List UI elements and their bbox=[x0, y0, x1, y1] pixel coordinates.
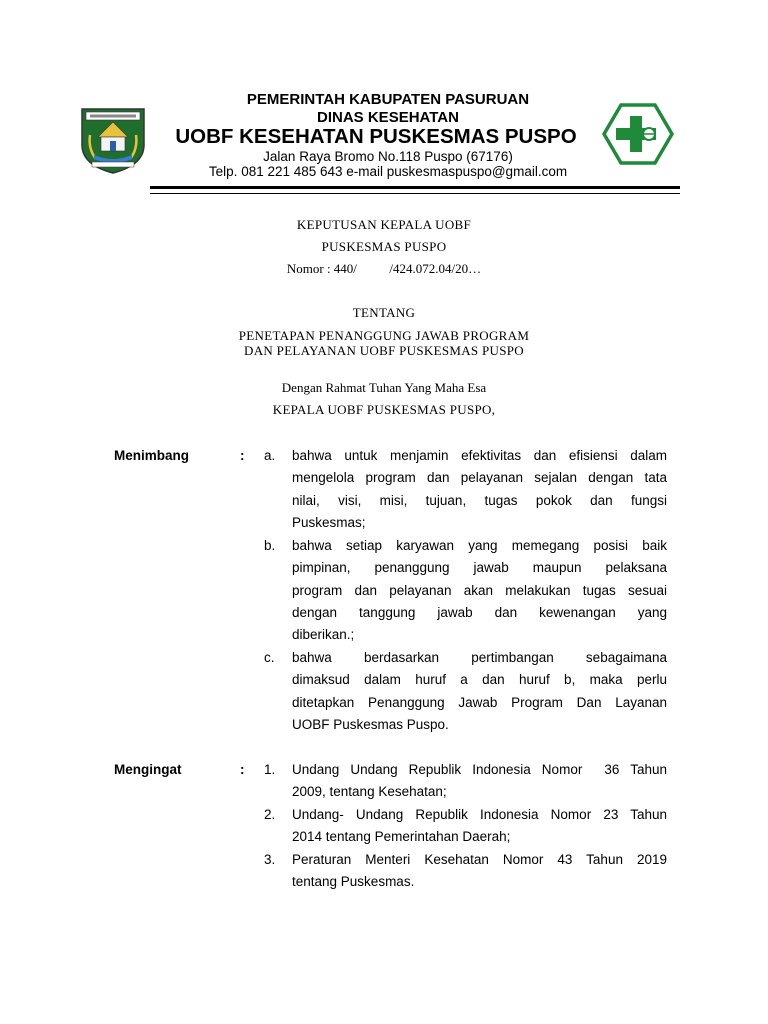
list-line: bahwa untuk menjamin efektivitas dan efisiensi dalam bbox=[292, 448, 667, 463]
list-marker: 1. bbox=[264, 762, 276, 777]
list-line: Puskesmas; bbox=[292, 515, 366, 530]
list-line: Undang Undang Republik Indonesia Nomor 36 Tahun bbox=[292, 762, 667, 777]
letterhead-contact: Telp. 081 221 485 643 e-mail puskesmaspuspo@gmail.com bbox=[208, 164, 568, 179]
decree-subject-line1: PENETAPAN PENANGGUNG JAWAB PROGRAM bbox=[238, 328, 530, 343]
menimbang-colon: : bbox=[240, 448, 245, 463]
letterhead-divider-thin bbox=[150, 193, 680, 194]
list-line: dengan tanggung jawab dan kewenangan yang bbox=[292, 605, 667, 620]
list-line: 2014 tentang Pemerintahan Daerah; bbox=[292, 829, 511, 844]
list-marker: 2. bbox=[264, 807, 276, 822]
decree-title-line1: KEPUTUSAN KEPALA UOBF bbox=[296, 217, 472, 232]
decree-tentang: TENTANG bbox=[352, 305, 416, 320]
menimbang-label: Menimbang bbox=[114, 448, 190, 463]
list-line: diberikan.; bbox=[292, 627, 355, 642]
letterhead-department: DINAS KESEHATAN bbox=[317, 109, 459, 126]
decree-number: Nomor : 440/ /424.072.04/20… bbox=[286, 261, 482, 276]
list-marker: b. bbox=[264, 538, 276, 553]
list-line: pimpinan, penanggung jawab maupun pelaksana bbox=[292, 560, 667, 575]
decree-head: KEPALA UOBF PUSKESMAS PUSPO, bbox=[272, 402, 496, 417]
list-line: tentang Puskesmas. bbox=[292, 874, 415, 889]
list-line: dimaksud dalam huruf a dan huruf b, maka perlu bbox=[292, 672, 667, 687]
list-line: ditetapkan Penanggung Jawab Program Dan Layanan bbox=[292, 695, 667, 710]
letterhead-divider-thick bbox=[150, 186, 680, 189]
decree-blessing: Dengan Rahmat Tuhan Yang Maha Esa bbox=[281, 380, 487, 395]
decree-title-line2: PUSKESMAS PUSPO bbox=[321, 239, 447, 254]
letterhead-address: Jalan Raya Bromo No.118 Puspo (67176) bbox=[263, 149, 513, 164]
mengingat-label: Mengingat bbox=[114, 762, 182, 777]
list-line: mengelola program dan pelayanan sejalan dengan tata bbox=[292, 470, 667, 485]
list-line: program dan pelayanan akan melakukan tugas sesuai bbox=[292, 583, 667, 598]
list-line: 2009, tentang Kesehatan; bbox=[292, 784, 447, 799]
list-line: UOBF Puskesmas Puspo. bbox=[292, 717, 449, 732]
letterhead-institution: UOBF KESEHATAN PUSKESMAS PUSPO bbox=[175, 125, 577, 148]
list-line: Undang- Undang Republik Indonesia Nomor 23 Tahun bbox=[292, 807, 667, 822]
list-line: Peraturan Menteri Kesehatan Nomor 43 Tahun 2019 bbox=[292, 852, 667, 867]
mengingat-colon: : bbox=[240, 762, 245, 777]
letterhead-government: PEMERINTAH KABUPATEN PASURUAN bbox=[246, 91, 530, 108]
list-marker: a. bbox=[264, 448, 276, 463]
list-line: nilai, visi, misi, tujuan, tugas pokok dan fungsi bbox=[292, 493, 667, 508]
decree-subject-line2: DAN PELAYANAN UOBF PUSKESMAS PUSPO bbox=[244, 343, 524, 358]
list-marker: 3. bbox=[264, 852, 276, 867]
list-marker: c. bbox=[264, 650, 275, 665]
list-line: bahwa berdasarkan pertimbangan sebagaimana bbox=[292, 650, 667, 665]
list-line: bahwa setiap karyawan yang memegang posisi baik bbox=[292, 538, 667, 553]
